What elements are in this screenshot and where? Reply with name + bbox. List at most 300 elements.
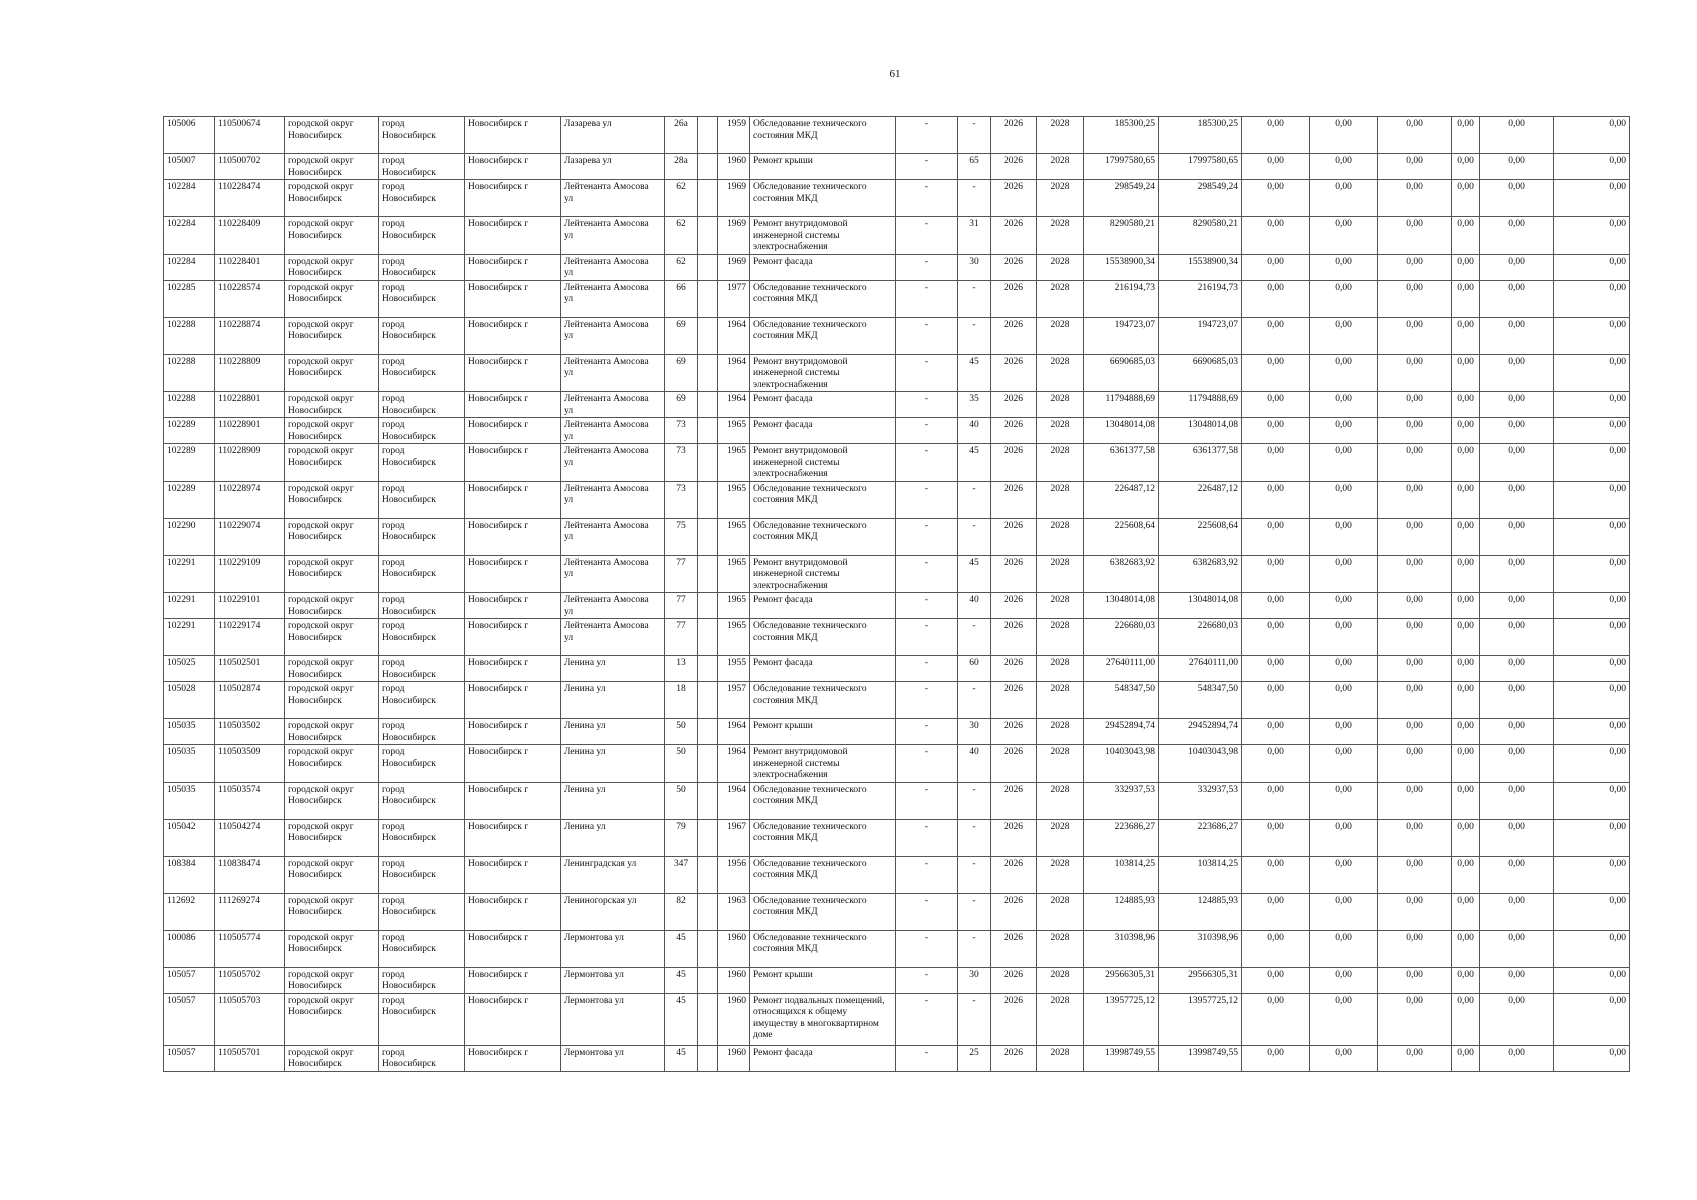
table-row (164, 856, 1630, 893)
cell-build-year: 1969 (718, 217, 750, 255)
cell-building-part (698, 1045, 718, 1071)
cell-building-part (698, 217, 718, 255)
cell-owner-funds: 0,00 (1452, 555, 1480, 593)
cell-regional-funds: 0,00 (1310, 819, 1378, 856)
cell-local-funds: 0,00 (1378, 555, 1452, 593)
cell-wear-percent: 30 (958, 967, 991, 993)
cell-house-number: 75 (665, 518, 698, 555)
cell-work-type: Ремонт внутридомовой инженерной системы электроснабжения (750, 444, 896, 482)
cell-regional-funds: 0,00 (1310, 782, 1378, 819)
cell-work-type: Обследование технического состояния МКД (750, 856, 896, 893)
cell-fund-cost: 29566305,31 (1159, 967, 1242, 993)
cell-start-year: 2026 (991, 745, 1037, 783)
cell-build-year: 1957 (718, 682, 750, 719)
cell-locality: Новосибирск г (465, 317, 561, 354)
cell-extra-funds: 0,00 (1554, 518, 1630, 555)
cell-wear-percent: - (958, 280, 991, 317)
cell-street: Лейтенанта Амосова ул (561, 619, 665, 656)
cell-building-part (698, 930, 718, 967)
table-row (164, 593, 1630, 619)
cell-work-type: Обследование технического состояния МКД (750, 682, 896, 719)
cell-owner-funds: 0,00 (1452, 481, 1480, 518)
cell-municipality: городской округ Новосибирск (285, 217, 379, 255)
cell-work-type: Обследование технического состояния МКД (750, 619, 896, 656)
cell-start-year: 2026 (991, 967, 1037, 993)
cell-build-year: 1964 (718, 745, 750, 783)
cell-municipality: городской округ Новосибирск (285, 856, 379, 893)
cell-start-year: 2026 (991, 444, 1037, 482)
cell-municipality: городской округ Новосибирск (285, 993, 379, 1045)
cell-local-funds: 0,00 (1378, 1045, 1452, 1071)
cell-other-funds: 0,00 (1480, 217, 1554, 255)
cell-federal-funds: 0,00 (1242, 656, 1310, 682)
cell-total-cost: 226680,03 (1084, 619, 1159, 656)
cell-building-part (698, 317, 718, 354)
cell-street: Лермонтова ул (561, 993, 665, 1045)
cell-municipality: городской округ Новосибирск (285, 418, 379, 444)
cell-federal-funds: 0,00 (1242, 254, 1310, 280)
repair-program-table (163, 116, 1630, 1072)
cell-federal-funds: 0,00 (1242, 180, 1310, 217)
cell-end-year: 2028 (1037, 392, 1084, 418)
cell-street: Лейтенанта Амосова ул (561, 444, 665, 482)
cell-total-cost: 11794888,69 (1084, 392, 1159, 418)
cell-building-part (698, 856, 718, 893)
cell-house-id: 108384 (164, 856, 215, 893)
cell-other-funds: 0,00 (1480, 1045, 1554, 1071)
cell-extra-funds: 0,00 (1554, 317, 1630, 354)
cell-other-funds: 0,00 (1480, 392, 1554, 418)
cell-owner-funds: 0,00 (1452, 354, 1480, 392)
cell-unit: - (896, 392, 958, 418)
cell-extra-funds: 0,00 (1554, 856, 1630, 893)
cell-unit: - (896, 317, 958, 354)
cell-municipality: городской округ Новосибирск (285, 1045, 379, 1071)
cell-total-cost: 6382683,92 (1084, 555, 1159, 593)
cell-locality: Новосибирск г (465, 745, 561, 783)
cell-end-year: 2028 (1037, 481, 1084, 518)
table-row (164, 682, 1630, 719)
cell-building-part (698, 154, 718, 180)
cell-work-id: 110503509 (215, 745, 285, 783)
cell-wear-percent: 31 (958, 217, 991, 255)
cell-owner-funds: 0,00 (1452, 444, 1480, 482)
cell-wear-percent: 45 (958, 354, 991, 392)
cell-regional-funds: 0,00 (1310, 418, 1378, 444)
cell-municipality: городской округ Новосибирск (285, 719, 379, 745)
cell-municipality: городской округ Новосибирск (285, 180, 379, 217)
cell-total-cost: 13998749,55 (1084, 1045, 1159, 1071)
table-row (164, 745, 1630, 783)
cell-start-year: 2026 (991, 317, 1037, 354)
cell-extra-funds: 0,00 (1554, 745, 1630, 783)
cell-local-funds: 0,00 (1378, 280, 1452, 317)
cell-local-funds: 0,00 (1378, 418, 1452, 444)
cell-house-number: 73 (665, 444, 698, 482)
cell-unit: - (896, 619, 958, 656)
cell-settlement: город Новосибирск (379, 555, 465, 593)
cell-unit: - (896, 593, 958, 619)
table-row (164, 217, 1630, 255)
cell-house-id: 105042 (164, 819, 215, 856)
cell-wear-percent: 25 (958, 1045, 991, 1071)
cell-settlement: город Новосибирск (379, 682, 465, 719)
cell-municipality: городской округ Новосибирск (285, 518, 379, 555)
cell-locality: Новосибирск г (465, 593, 561, 619)
table-row (164, 1045, 1630, 1071)
table-row (164, 819, 1630, 856)
cell-extra-funds: 0,00 (1554, 682, 1630, 719)
cell-unit: - (896, 154, 958, 180)
cell-owner-funds: 0,00 (1452, 930, 1480, 967)
cell-owner-funds: 0,00 (1452, 967, 1480, 993)
cell-settlement: город Новосибирск (379, 782, 465, 819)
cell-locality: Новосибирск г (465, 117, 561, 154)
table-row (164, 254, 1630, 280)
cell-street: Лермонтова ул (561, 1045, 665, 1071)
cell-local-funds: 0,00 (1378, 217, 1452, 255)
cell-total-cost: 194723,07 (1084, 317, 1159, 354)
cell-owner-funds: 0,00 (1452, 1045, 1480, 1071)
cell-unit: - (896, 656, 958, 682)
cell-local-funds: 0,00 (1378, 354, 1452, 392)
cell-work-id: 110228974 (215, 481, 285, 518)
cell-extra-funds: 0,00 (1554, 180, 1630, 217)
cell-regional-funds: 0,00 (1310, 619, 1378, 656)
cell-building-part (698, 354, 718, 392)
cell-other-funds: 0,00 (1480, 280, 1554, 317)
table-row (164, 354, 1630, 392)
cell-house-number: 73 (665, 418, 698, 444)
cell-work-id: 110228901 (215, 418, 285, 444)
cell-street: Лейтенанта Амосова ул (561, 280, 665, 317)
cell-wear-percent: 45 (958, 444, 991, 482)
cell-owner-funds: 0,00 (1452, 682, 1480, 719)
cell-street: Лейтенанта Амосова ул (561, 254, 665, 280)
cell-work-id: 110228809 (215, 354, 285, 392)
cell-house-id: 102285 (164, 280, 215, 317)
cell-federal-funds: 0,00 (1242, 1045, 1310, 1071)
table-row (164, 180, 1630, 217)
cell-fund-cost: 185300,25 (1159, 117, 1242, 154)
cell-total-cost: 10403043,98 (1084, 745, 1159, 783)
cell-house-number: 28а (665, 154, 698, 180)
cell-total-cost: 226487,12 (1084, 481, 1159, 518)
cell-street: Ленина ул (561, 656, 665, 682)
cell-build-year: 1969 (718, 254, 750, 280)
cell-work-id: 110229074 (215, 518, 285, 555)
cell-federal-funds: 0,00 (1242, 782, 1310, 819)
cell-build-year: 1963 (718, 893, 750, 930)
cell-locality: Новосибирск г (465, 280, 561, 317)
cell-locality: Новосибирск г (465, 180, 561, 217)
cell-house-id: 105057 (164, 1045, 215, 1071)
cell-work-type: Ремонт фасада (750, 392, 896, 418)
cell-building-part (698, 819, 718, 856)
cell-total-cost: 548347,50 (1084, 682, 1159, 719)
cell-local-funds: 0,00 (1378, 856, 1452, 893)
cell-municipality: городской округ Новосибирск (285, 619, 379, 656)
cell-fund-cost: 225608,64 (1159, 518, 1242, 555)
cell-work-id: 110500702 (215, 154, 285, 180)
cell-building-part (698, 254, 718, 280)
cell-street: Ленина ул (561, 745, 665, 783)
cell-municipality: городской округ Новосибирск (285, 782, 379, 819)
cell-regional-funds: 0,00 (1310, 354, 1378, 392)
cell-extra-funds: 0,00 (1554, 154, 1630, 180)
cell-build-year: 1964 (718, 782, 750, 819)
cell-house-number: 73 (665, 481, 698, 518)
cell-local-funds: 0,00 (1378, 444, 1452, 482)
cell-end-year: 2028 (1037, 745, 1084, 783)
cell-end-year: 2028 (1037, 619, 1084, 656)
cell-unit: - (896, 682, 958, 719)
cell-end-year: 2028 (1037, 418, 1084, 444)
cell-settlement: город Новосибирск (379, 656, 465, 682)
cell-owner-funds: 0,00 (1452, 254, 1480, 280)
cell-settlement: город Новосибирск (379, 967, 465, 993)
cell-start-year: 2026 (991, 656, 1037, 682)
cell-extra-funds: 0,00 (1554, 819, 1630, 856)
cell-regional-funds: 0,00 (1310, 856, 1378, 893)
cell-house-number: 82 (665, 893, 698, 930)
cell-house-id: 105025 (164, 656, 215, 682)
cell-settlement: город Новосибирск (379, 392, 465, 418)
cell-fund-cost: 29452894,74 (1159, 719, 1242, 745)
cell-unit: - (896, 518, 958, 555)
cell-start-year: 2026 (991, 392, 1037, 418)
cell-house-id: 105057 (164, 993, 215, 1045)
cell-locality: Новосибирск г (465, 819, 561, 856)
cell-house-id: 102291 (164, 555, 215, 593)
cell-owner-funds: 0,00 (1452, 317, 1480, 354)
cell-federal-funds: 0,00 (1242, 719, 1310, 745)
cell-build-year: 1960 (718, 967, 750, 993)
cell-work-type: Обследование технического состояния МКД (750, 117, 896, 154)
cell-total-cost: 223686,27 (1084, 819, 1159, 856)
cell-settlement: город Новосибирск (379, 217, 465, 255)
cell-build-year: 1969 (718, 180, 750, 217)
cell-locality: Новосибирск г (465, 354, 561, 392)
cell-fund-cost: 310398,96 (1159, 930, 1242, 967)
cell-house-id: 102288 (164, 317, 215, 354)
cell-locality: Новосибирск г (465, 656, 561, 682)
cell-local-funds: 0,00 (1378, 392, 1452, 418)
cell-extra-funds: 0,00 (1554, 782, 1630, 819)
cell-settlement: город Новосибирск (379, 719, 465, 745)
cell-other-funds: 0,00 (1480, 782, 1554, 819)
cell-end-year: 2028 (1037, 154, 1084, 180)
cell-end-year: 2028 (1037, 967, 1084, 993)
cell-municipality: городской округ Новосибирск (285, 893, 379, 930)
cell-unit: - (896, 893, 958, 930)
cell-house-number: 62 (665, 180, 698, 217)
table-row (164, 619, 1630, 656)
cell-street: Ленина ул (561, 819, 665, 856)
cell-owner-funds: 0,00 (1452, 117, 1480, 154)
cell-work-id: 110502501 (215, 656, 285, 682)
cell-other-funds: 0,00 (1480, 967, 1554, 993)
cell-local-funds: 0,00 (1378, 993, 1452, 1045)
cell-local-funds: 0,00 (1378, 180, 1452, 217)
cell-work-id: 110505774 (215, 930, 285, 967)
cell-other-funds: 0,00 (1480, 593, 1554, 619)
cell-owner-funds: 0,00 (1452, 782, 1480, 819)
cell-fund-cost: 13957725,12 (1159, 993, 1242, 1045)
cell-fund-cost: 13048014,08 (1159, 593, 1242, 619)
cell-work-type: Ремонт внутридомовой инженерной системы электроснабжения (750, 555, 896, 593)
cell-build-year: 1960 (718, 154, 750, 180)
cell-local-funds: 0,00 (1378, 782, 1452, 819)
cell-owner-funds: 0,00 (1452, 993, 1480, 1045)
cell-wear-percent: 65 (958, 154, 991, 180)
cell-unit: - (896, 930, 958, 967)
cell-federal-funds: 0,00 (1242, 392, 1310, 418)
cell-wear-percent: - (958, 180, 991, 217)
cell-wear-percent: - (958, 782, 991, 819)
cell-owner-funds: 0,00 (1452, 656, 1480, 682)
cell-building-part (698, 619, 718, 656)
table-row (164, 117, 1630, 154)
cell-total-cost: 225608,64 (1084, 518, 1159, 555)
cell-start-year: 2026 (991, 180, 1037, 217)
cell-extra-funds: 0,00 (1554, 893, 1630, 930)
cell-building-part (698, 593, 718, 619)
cell-fund-cost: 226680,03 (1159, 619, 1242, 656)
cell-regional-funds: 0,00 (1310, 593, 1378, 619)
cell-work-type: Ремонт крыши (750, 967, 896, 993)
cell-wear-percent: - (958, 930, 991, 967)
cell-other-funds: 0,00 (1480, 117, 1554, 154)
cell-settlement: город Новосибирск (379, 593, 465, 619)
cell-house-id: 102291 (164, 593, 215, 619)
cell-locality: Новосибирск г (465, 1045, 561, 1071)
cell-building-part (698, 555, 718, 593)
cell-house-id: 102289 (164, 418, 215, 444)
cell-local-funds: 0,00 (1378, 593, 1452, 619)
cell-regional-funds: 0,00 (1310, 117, 1378, 154)
cell-street: Лейтенанта Амосова ул (561, 217, 665, 255)
cell-wear-percent: 30 (958, 719, 991, 745)
cell-build-year: 1965 (718, 444, 750, 482)
cell-locality: Новосибирск г (465, 856, 561, 893)
cell-house-id: 105028 (164, 682, 215, 719)
cell-start-year: 2026 (991, 354, 1037, 392)
cell-other-funds: 0,00 (1480, 930, 1554, 967)
cell-settlement: город Новосибирск (379, 1045, 465, 1071)
cell-end-year: 2028 (1037, 656, 1084, 682)
cell-total-cost: 6361377,58 (1084, 444, 1159, 482)
table-row (164, 317, 1630, 354)
cell-start-year: 2026 (991, 280, 1037, 317)
cell-unit: - (896, 418, 958, 444)
cell-work-type: Обследование технического состояния МКД (750, 317, 896, 354)
cell-other-funds: 0,00 (1480, 444, 1554, 482)
cell-total-cost: 6690685,03 (1084, 354, 1159, 392)
cell-wear-percent: - (958, 481, 991, 518)
cell-start-year: 2026 (991, 993, 1037, 1045)
cell-total-cost: 216194,73 (1084, 280, 1159, 317)
cell-total-cost: 103814,25 (1084, 856, 1159, 893)
cell-local-funds: 0,00 (1378, 518, 1452, 555)
cell-build-year: 1960 (718, 993, 750, 1045)
cell-unit: - (896, 444, 958, 482)
cell-start-year: 2026 (991, 518, 1037, 555)
cell-work-id: 110503574 (215, 782, 285, 819)
cell-fund-cost: 27640111,00 (1159, 656, 1242, 682)
cell-work-type: Обследование технического состояния МКД (750, 819, 896, 856)
cell-municipality: городской округ Новосибирск (285, 317, 379, 354)
cell-federal-funds: 0,00 (1242, 993, 1310, 1045)
cell-federal-funds: 0,00 (1242, 280, 1310, 317)
cell-end-year: 2028 (1037, 782, 1084, 819)
cell-street: Лейтенанта Амосова ул (561, 593, 665, 619)
cell-other-funds: 0,00 (1480, 555, 1554, 593)
cell-house-number: 66 (665, 280, 698, 317)
cell-work-id: 110504274 (215, 819, 285, 856)
cell-extra-funds: 0,00 (1554, 481, 1630, 518)
cell-house-number: 77 (665, 555, 698, 593)
cell-federal-funds: 0,00 (1242, 593, 1310, 619)
cell-unit: - (896, 354, 958, 392)
cell-fund-cost: 6361377,58 (1159, 444, 1242, 482)
cell-build-year: 1956 (718, 856, 750, 893)
cell-municipality: городской округ Новосибирск (285, 682, 379, 719)
cell-settlement: город Новосибирск (379, 745, 465, 783)
cell-end-year: 2028 (1037, 518, 1084, 555)
cell-start-year: 2026 (991, 782, 1037, 819)
cell-house-number: 50 (665, 719, 698, 745)
cell-settlement: город Новосибирск (379, 619, 465, 656)
cell-settlement: город Новосибирск (379, 354, 465, 392)
cell-work-type: Ремонт подвальных помещений, относящихся к общему имуществу в многоквартирном доме (750, 993, 896, 1045)
table-row (164, 154, 1630, 180)
cell-total-cost: 298549,24 (1084, 180, 1159, 217)
cell-house-number: 45 (665, 993, 698, 1045)
cell-unit: - (896, 217, 958, 255)
cell-work-id: 110228574 (215, 280, 285, 317)
table-row (164, 444, 1630, 482)
cell-build-year: 1964 (718, 392, 750, 418)
cell-house-id: 105057 (164, 967, 215, 993)
cell-federal-funds: 0,00 (1242, 555, 1310, 593)
cell-building-part (698, 280, 718, 317)
cell-fund-cost: 548347,50 (1159, 682, 1242, 719)
cell-work-id: 110505702 (215, 967, 285, 993)
cell-other-funds: 0,00 (1480, 819, 1554, 856)
cell-street: Ленина ул (561, 682, 665, 719)
cell-unit: - (896, 481, 958, 518)
cell-unit: - (896, 254, 958, 280)
table-body (164, 117, 1630, 1072)
cell-work-id: 110505701 (215, 1045, 285, 1071)
cell-other-funds: 0,00 (1480, 317, 1554, 354)
cell-municipality: городской округ Новосибирск (285, 593, 379, 619)
cell-settlement: город Новосибирск (379, 418, 465, 444)
cell-end-year: 2028 (1037, 217, 1084, 255)
cell-start-year: 2026 (991, 819, 1037, 856)
cell-owner-funds: 0,00 (1452, 593, 1480, 619)
cell-unit: - (896, 819, 958, 856)
cell-extra-funds: 0,00 (1554, 117, 1630, 154)
cell-end-year: 2028 (1037, 555, 1084, 593)
cell-unit: - (896, 993, 958, 1045)
cell-wear-percent: - (958, 893, 991, 930)
cell-settlement: город Новосибирск (379, 819, 465, 856)
cell-start-year: 2026 (991, 254, 1037, 280)
cell-federal-funds: 0,00 (1242, 518, 1310, 555)
cell-house-id: 102284 (164, 254, 215, 280)
